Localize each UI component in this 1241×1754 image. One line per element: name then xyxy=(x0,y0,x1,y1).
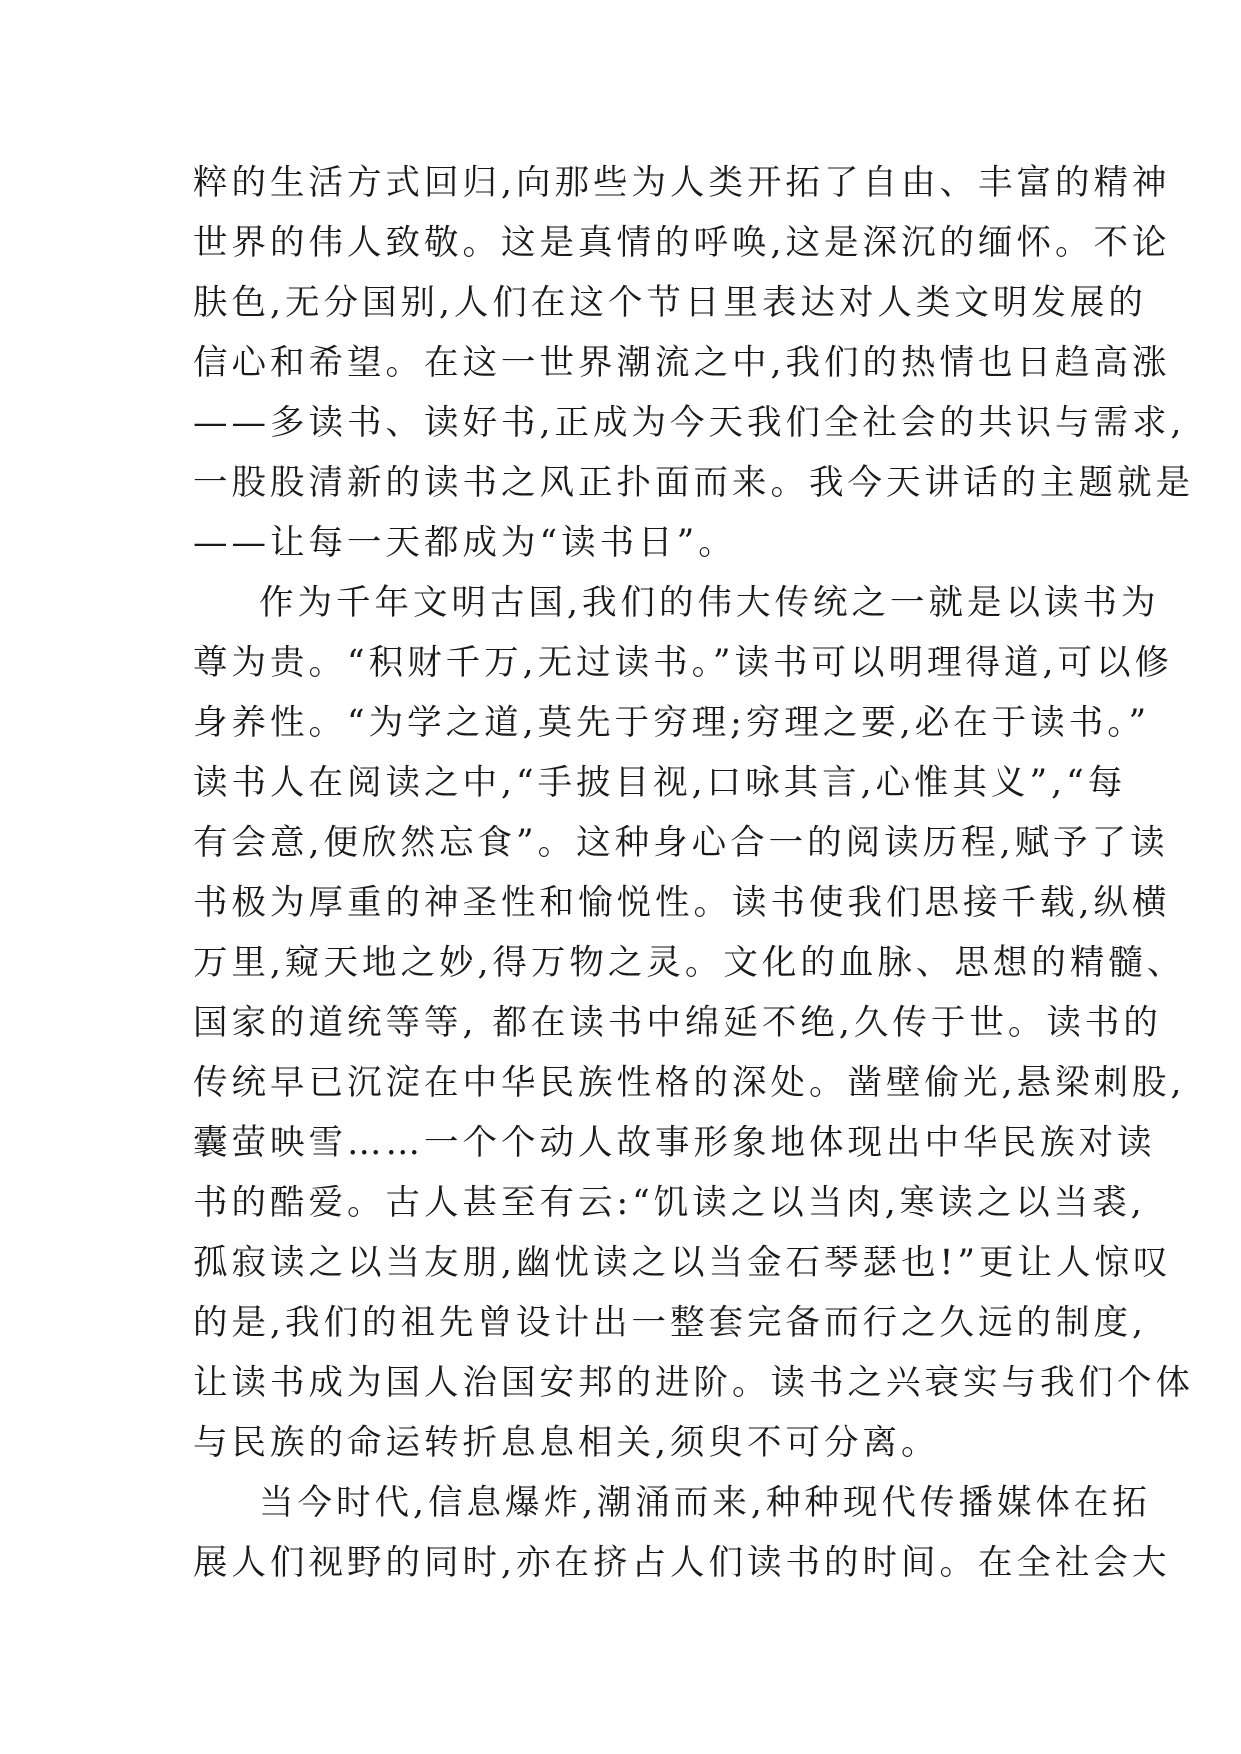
text-line: 传统早已沉淀在中华民族性格的深处。凿壁偷光,悬梁刺股, xyxy=(193,1063,1186,1103)
text-line: 一股股清新的读书之风正扑面而来。我今天讲话的主题就是 xyxy=(193,463,1194,503)
text-line: 与民族的命运转折息息相关,须臾不可分离。 xyxy=(193,1423,940,1463)
text-line: 国家的道统等等, 都在读书中绵延不绝,久传于世。读书的 xyxy=(193,1003,1162,1043)
text-line: 信心和希望。在这一世界潮流之中,我们的热情也日趋高涨 xyxy=(193,343,1171,383)
text-line: 读书人在阅读之中,“手披目视,口咏其言,心惟其义”,“每 xyxy=(193,763,1127,803)
text-line: ——让每一天都成为“读书日”。 xyxy=(193,523,737,563)
text-line: 世界的伟人致敬。这是真情的呼唤,这是深沉的缅怀。不论 xyxy=(193,223,1171,263)
text-line: 粹的生活方式回归,向那些为人类开拓了自由、丰富的精神 xyxy=(193,163,1171,203)
text-line: 展人们视野的同时,亦在挤占人们读书的时间。在全社会大 xyxy=(193,1543,1171,1583)
text-line: 囊萤映雪……一个个动人故事形象地体现出中华民族对读 xyxy=(193,1123,1156,1163)
text-line: 孤寂读之以当友朋,幽忧读之以当金石琴瑟也!”更让人惊叹 xyxy=(193,1243,1172,1283)
body-text xyxy=(193,153,1194,1593)
text-line: 尊为贵。“积财千万,无过读书。”读书可以明理得道,可以修 xyxy=(193,643,1173,683)
text-line: ——多读书、读好书,正成为今天我们全社会的共识与需求, xyxy=(193,403,1186,443)
text-line: 的是,我们的祖先曾设计出一整套完备而行之久远的制度, xyxy=(193,1303,1147,1343)
text-line: 身养性。“为学之道,莫先于穷理;穷理之要,必在于读书。” xyxy=(193,703,1151,743)
paragraph-start-line: 作为千年文明古国,我们的伟大传统之一就是以读书为 xyxy=(259,583,1160,623)
text-line: 书极为厚重的神圣性和愉悦性。读书使我们思接千载,纵横 xyxy=(193,883,1171,923)
text-line: 有会意,便欣然忘食”。这种身心合一的阅读历程,赋予了读 xyxy=(193,823,1169,863)
text-line: 肤色,无分国别,人们在这个节日里表达对人类文明发展的 xyxy=(193,283,1147,323)
text-line: 让读书成为国人治国安邦的进阶。读书之兴衰实与我们个体 xyxy=(193,1363,1194,1403)
paragraph-start-line: 当今时代,信息爆炸,潮涌而来,种种现代传播媒体在拓 xyxy=(259,1483,1151,1523)
text-line: 万里,窥天地之妙,得万物之灵。文化的血脉、思想的精髓、 xyxy=(193,943,1186,983)
text-line: 书的酷爱。古人甚至有云:“饥读之以当肉,寒读之以当裘, xyxy=(193,1183,1146,1223)
